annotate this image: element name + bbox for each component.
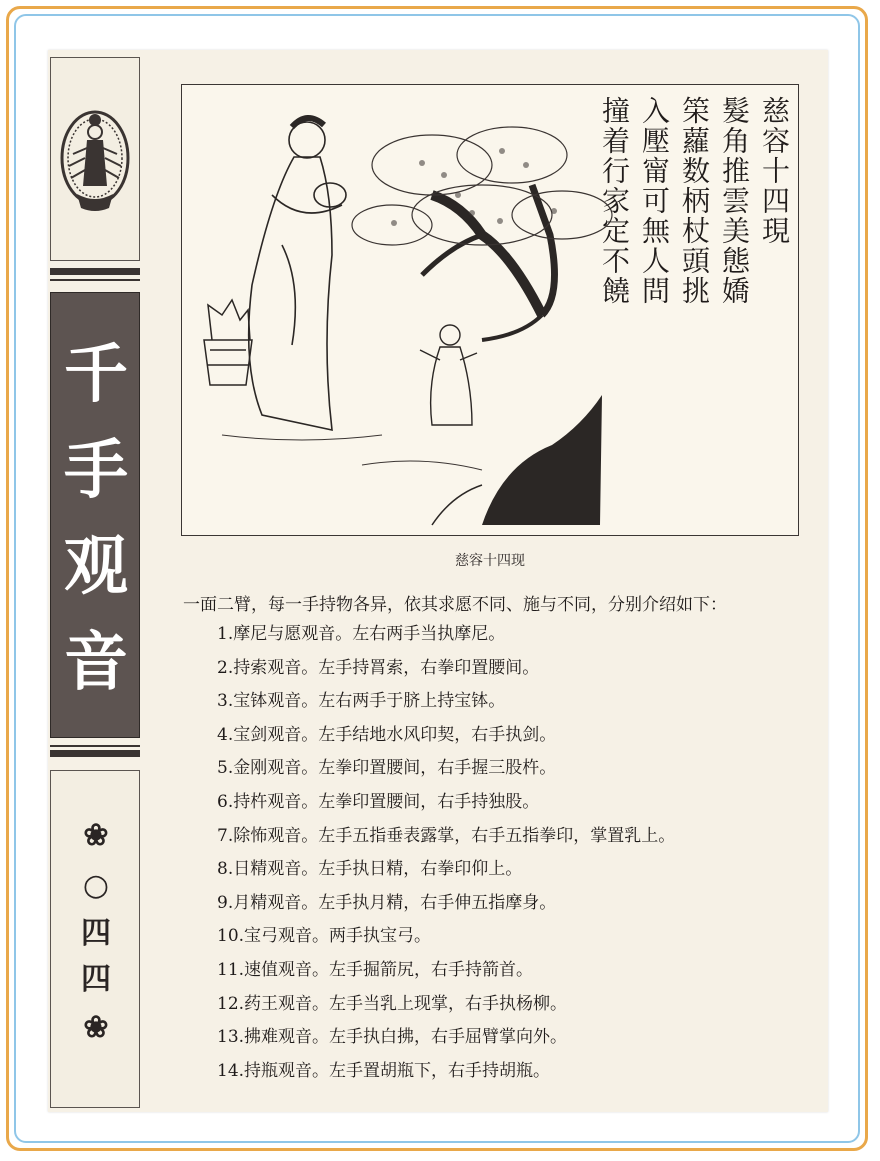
circle-ornament-icon: ○ [82,868,110,903]
list-item: 5.金刚观音。左拳印置腰间，右手握三股杵。 [217,758,557,779]
book-title-char: 音 [64,625,128,700]
spine-rule [50,750,140,757]
list-item: 14.持瓶观音。左手置胡瓶下，右手持胡瓶。 [217,1060,551,1081]
intro-paragraph: 一面二臂，每一手持物各异，依其求愿不同、施与不同，分别介绍如下： [183,595,727,615]
list-item: 8.日精观音。左手执日精，右拳印仰上。 [217,859,523,880]
list-item: 13.拂难观音。左手执白拂，右手屈臂掌向外。 [217,1027,568,1048]
guanyin-emblem-panel [50,57,140,261]
book-title-panel [50,292,140,738]
spine-rule [50,279,140,281]
list-item: 12.药王观音。左手当乳上现掌，右手执杨柳。 [217,993,568,1014]
flower-ornament-icon: ❀ [83,818,109,853]
spine-rule [50,268,140,275]
guanyin-emblem-icon [51,58,139,260]
list-item: 3.宝钵观音。左右两手于脐上持宝钵。 [217,691,506,712]
list-item: 11.速值观音。左手掘箭尻，右手持箭首。 [217,959,534,980]
page-number-char: 四 [81,916,111,951]
list-item: 2.持索观音。左手持罥索，右拳印置腰间。 [217,657,540,678]
page-number-char: 四 [81,962,111,997]
spine-rule [50,745,140,747]
poem-column: 筞蘿数柄杖頭挑 [678,96,711,306]
list-item: 10.宝弓观音。两手执宝弓。 [217,926,432,947]
guanyin-list [217,624,675,1094]
list-item: 6.持杵观音。左拳印置腰间，右手持独股。 [217,791,540,812]
illustration-caption: 慈容十四现 [455,553,525,569]
flower-ornament-icon: ❀ [83,1010,109,1045]
poem-column: 入壓甯可無人問 [638,96,671,306]
poem-column: 髮角推雲美態嬌 [718,96,751,306]
list-item: 1.摩尼与愿观音。左右两手当执摩尼。 [217,624,506,644]
poem-column: 慈容十四現 [758,96,791,246]
list-item: 7.除怖观音。左手五指垂表露掌，右手五指拳印，掌置乳上。 [217,825,676,846]
poem-column: 撞着行家定不饒 [598,96,631,306]
book-title-char: 观 [64,529,128,604]
list-item: 9.月精观音。左手执月精，右手伸五指摩身。 [217,892,557,913]
list-item: 4.宝剑观音。左手结地水风印契，右手执剑。 [217,724,557,745]
book-title-char: 手 [64,433,128,508]
book-title-char: 千 [64,337,128,412]
page-number-panel [50,770,140,1108]
